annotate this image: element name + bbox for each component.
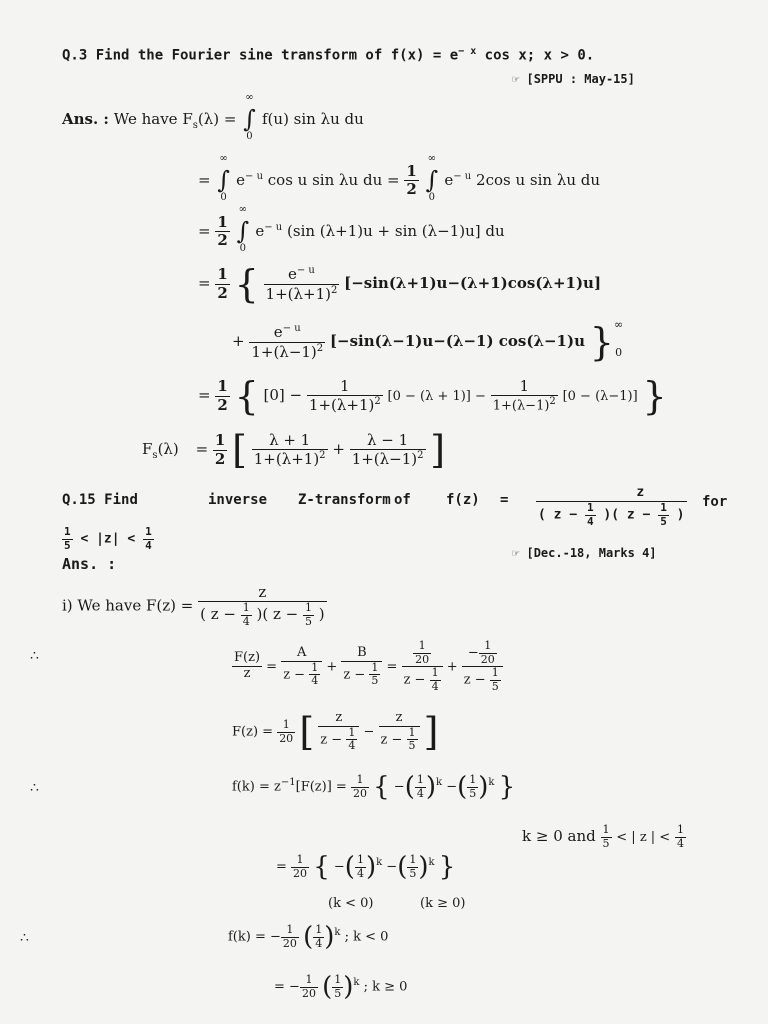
hand-pointer-icon: ☞ bbox=[512, 546, 520, 560]
q15-word-of: of bbox=[394, 492, 411, 508]
q15-step1: i) We have F(z) = z ( z − $\frac{1}{4}$ )( z − $\frac{1}{5}$ ) bbox=[62, 583, 325, 628]
q3-step2: = ∫ ∞ 0 $e^{- u}$ cos u sin λu du = $\frac{1}{2}$ ∫ ∞ 0 $e^{- u}$ 2cos u sin λu du bbox=[198, 152, 601, 203]
q15-fk-negative: f(k) = − $\frac{1}{20}$ ( $\frac{1}{4}$ )$^k$ ; k < 0 bbox=[228, 922, 389, 952]
q15-label: Q.15 Find bbox=[62, 492, 138, 508]
q15-fk-inverse: $f(k) = z^{-1}[F(z)]$ = $\frac{1}{20}$ { −( $\frac{1}{4}$ )$^k$ −( $\frac{1}{5}$ )$^k$ } bbox=[232, 772, 516, 802]
q3-step3: = $\frac{1}{2}$ ∫ ∞ 0 $e^{- u}$ (sin (λ+1)u + sin (λ−1)u] du bbox=[198, 203, 505, 254]
q15-Fz-expression: F(z) = $\frac{1}{20}$ [ z z − $\frac{1}{4}$ − z z − $\frac{1}{5}$ ] bbox=[232, 709, 439, 754]
therefore-symbol: ∴ bbox=[30, 648, 39, 664]
q3-step4: = $\frac{1}{2}$ { $\frac{e^{- u}}{1+(\lambda+1)^2}$ [−sin(λ+1)u−(λ+1)cos(λ+1)u] bbox=[198, 262, 602, 306]
q15-condition: k ≥ 0 and $\frac{1}{5}$ < | z | < $\frac{1}{4}$ bbox=[522, 823, 684, 850]
q3-step5: + $\frac{e^{- u}}{1+(\lambda-1)^2}$ [−sin(λ−1)u−(λ−1) cos(λ−1)u }$^\infty_0$ bbox=[232, 318, 624, 364]
therefore-symbol: ∴ bbox=[20, 930, 29, 946]
q3-result: $F_s(\lambda)$ = $\frac{1}{2}$ [ $\frac{\lambda + 1}{1+(\lambda+1)^2}$ + $\frac{\lambda - 1}{1+(\lambda-1)^2}$ ] bbox=[142, 428, 446, 472]
therefore-symbol: ∴ bbox=[30, 780, 39, 796]
q15-expression: z ( z − $\frac{1}{4}$ )( z − $\frac{1}{5}$ ) bbox=[538, 485, 685, 528]
q15-partial-fractions: $\frac{F(z)}{z}$ = A z − $\frac{1}{4}$ + B z − $\frac{1}{5}$ = $\frac{1}{20}$ z − $\frac{1}{4}$ + − $\frac{1}{20}$ z − $\frac{1}{5}$ bbox=[232, 640, 503, 694]
q15-word-fz: f(z) bbox=[446, 492, 480, 508]
q3-answer-line1: Ans. : We have $F_s(\lambda)$ = ∫ ∞ 0 f(u) sin λu du bbox=[62, 92, 364, 142]
q15-equals: = bbox=[500, 492, 509, 508]
q15-k-positive-label: (k ≥ 0) bbox=[420, 896, 466, 911]
q15-word-ztransform: Z-transform bbox=[298, 492, 391, 508]
q15-k-negative-label: (k < 0) bbox=[328, 896, 374, 911]
q15-word-for: for bbox=[702, 494, 728, 510]
q15-fk-positive: = − $\frac{1}{20}$ ( $\frac{1}{5}$ )$^k$ ; k ≥ 0 bbox=[274, 972, 408, 1002]
q3-source: ☞ [SPPU : May-15] bbox=[512, 72, 635, 86]
q15-word-inverse: inverse bbox=[208, 492, 268, 508]
integral-sign: ∫ ∞ 0 bbox=[243, 92, 256, 142]
q3-step6: = $\frac{1}{2}$ { [0] − $\frac{1}{1+(\lambda+1)^2}$ [0 − (λ + 1)] − $\frac{1}{1+(\lambda-1)^2}$ [0 − (λ−1)] } bbox=[198, 374, 667, 418]
q15-answer-label: Ans. : bbox=[62, 555, 117, 573]
q15-split-expression: = $\frac{1}{20}$ { −( $\frac{1}{4}$ )$^k$ −( $\frac{1}{5}$ )$^k$ } bbox=[276, 852, 456, 882]
q3-question: Q.3 Find the Fourier sine transform of $f(x) = e^{- x}$ cos x; x > 0. bbox=[62, 46, 595, 64]
q15-region: $\frac{1}{5}$ < |z| < $\frac{1}{4}$ bbox=[64, 525, 152, 552]
q15-source: ☞ [Dec.-18, Marks 4] bbox=[512, 546, 657, 560]
hand-pointer-icon: ☞ bbox=[512, 72, 520, 86]
